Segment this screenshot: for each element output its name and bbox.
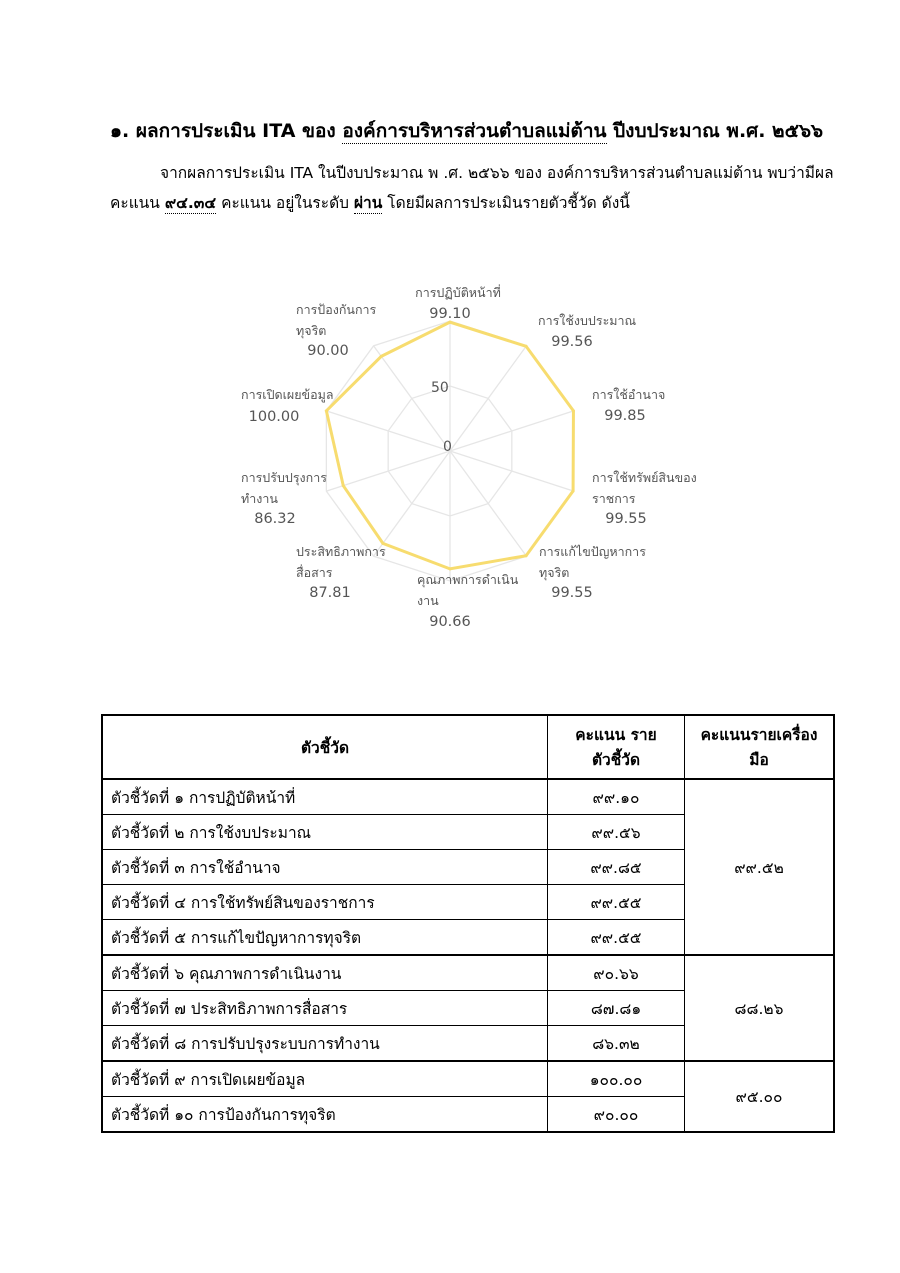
heading-suffix: ปีงบประมาณ พ.ศ. ๒๕๖๖ [606,120,824,142]
indicator-score: ๙๙.๕๖ [548,815,685,850]
indicator-value-label: 99.55 [605,511,647,527]
header-indicator: ตัวชี้วัด [102,715,548,779]
indicator-label: สื่อสาร [296,565,333,580]
indicator-label: ราชการ [592,491,636,506]
summary-tail: โดยมีผลการประเมินรายตัวชี้วัด ดังนี้ [387,194,630,212]
tool-score: ๙๙.๕๒ [685,779,835,955]
indicator-score: ๘๗.๘๑ [548,991,685,1026]
indicator-label: การใช้งบประมาณ [538,313,637,328]
heading-prefix: ๑. ผลการประเมิน ITA ของ [110,120,343,142]
indicator-label: การใช้ทรัพย์สินของ [592,470,697,485]
indicator-score: ๙๙.๕๕ [548,920,685,956]
indicator-table [101,714,835,1133]
axis-spoke [374,451,450,556]
indicator-name: ตัวชี้วัดที่ ๓ การใช้อำนาจ [102,850,548,885]
indicator-label: การป้องกันการ [296,302,377,317]
indicator-score: ๙๙.๕๕ [548,885,685,920]
indicator-value-label: 87.81 [309,585,351,601]
axis-spoke [374,346,450,451]
indicator-score: ๘๖.๓๒ [548,1026,685,1062]
indicator-name: ตัวชี้วัดที่ ๙ การเปิดเผยข้อมูล [102,1061,548,1097]
table-row [102,1061,834,1097]
indicator-label: การใช้อำนาจ [592,387,666,402]
summary-level-prefix: คะแนน อยู่ในระดับ [221,194,349,212]
indicator-name: ตัวชี้วัดที่ ๘ การปรับปรุงระบบการทำงาน [102,1026,548,1062]
indicator-label: การแก้ไขปัญหาการ [539,544,646,559]
indicator-score: ๙๙.๑๐ [548,779,685,815]
indicator-value-label: 99.56 [551,334,593,350]
summary-line-1: จากผลการประเมิน ITA ในปีงบประมาณ พ .ศ. ๒๕๖๖ ของ องค์การบริหารส่วนตำบลแม่ต้าน พบว่ามีผล [160,164,834,182]
header-score-line1: คะแนน ราย [575,726,657,744]
indicator-label: ทุจริต [539,565,570,580]
axis-spoke [450,451,526,556]
data-point [572,409,575,412]
heading-org: องค์การบริหารส่วนตำบลแม่ต้าน [342,120,607,142]
data-point [572,489,575,492]
indicator-label: การปรับปรุงการ [241,470,327,485]
indicator-label: การปฏิบัติหน้าที่ [415,285,501,300]
indicator-label: ทำงาน [241,491,278,506]
indicator-name: ตัวชี้วัดที่ ๗ ประสิทธิภาพการสื่อสาร [102,991,548,1026]
data-point [342,484,345,487]
indicator-value-label: 99.10 [429,306,471,322]
summary-level: ผ่าน [353,194,383,212]
indicator-value-label: 90.66 [429,614,471,630]
indicator-value-label: 100.00 [248,409,300,425]
tick-label: 50 [431,380,449,396]
indicator-label: งาน [417,593,439,608]
tick-label: 0 [443,439,452,455]
indicator-name: ตัวชี้วัดที่ ๑ การปฏิบัติหน้าที่ [102,779,548,815]
tool-score: ๘๘.๒๖ [685,955,835,1061]
data-point [325,409,328,412]
summary-score: ๙๔.๓๔ [164,194,217,212]
indicator-name: ตัวชี้วัดที่ ๑๐ การป้องกันการทุจริต [102,1097,548,1133]
indicator-score: ๙๙.๘๕ [548,850,685,885]
indicator-value-label: 99.55 [551,585,593,601]
table-row [102,779,834,815]
indicator-name: ตัวชี้วัดที่ ๕ การแก้ไขปัญหาการทุจริต [102,920,548,956]
axis-spoke [450,346,526,451]
indicator-label: ประสิทธิภาพการ [296,544,386,559]
indicator-name: ตัวชี้วัดที่ ๖ คุณภาพการดำเนินงาน [102,955,548,991]
indicator-label: ทุจริต [296,323,327,338]
indicator-name: ตัวชี้วัดที่ ๒ การใช้งบประมาณ [102,815,548,850]
header-tool: คะแนนรายเครื่องมือ [685,715,835,779]
data-point [380,355,383,358]
data-point [449,567,452,570]
indicator-value-label: 86.32 [254,511,296,527]
header-score-line2: ตัวชี้วัด [591,751,641,769]
indicator-name: ตัวชี้วัดที่ ๔ การใช้ทรัพย์สินของราชการ [102,885,548,920]
indicator-score: ๑๐๐.๐๐ [548,1061,685,1097]
indicator-score: ๙๐.๖๖ [548,955,685,991]
indicator-label: คุณภาพการดำเนิน [417,572,519,587]
data-point [525,554,528,557]
indicator-score: ๙๐.๐๐ [548,1097,685,1133]
data-point [525,345,528,348]
indicator-value-label: 90.00 [307,343,349,359]
indicator-label: การเปิดเผยข้อมูล [241,387,334,402]
indicator-value-label: 99.85 [604,408,646,424]
summary-score-prefix: คะแนน [110,194,160,212]
header-score [548,715,685,779]
tool-score: ๙๕.๐๐ [685,1061,835,1132]
table-row [102,955,834,991]
